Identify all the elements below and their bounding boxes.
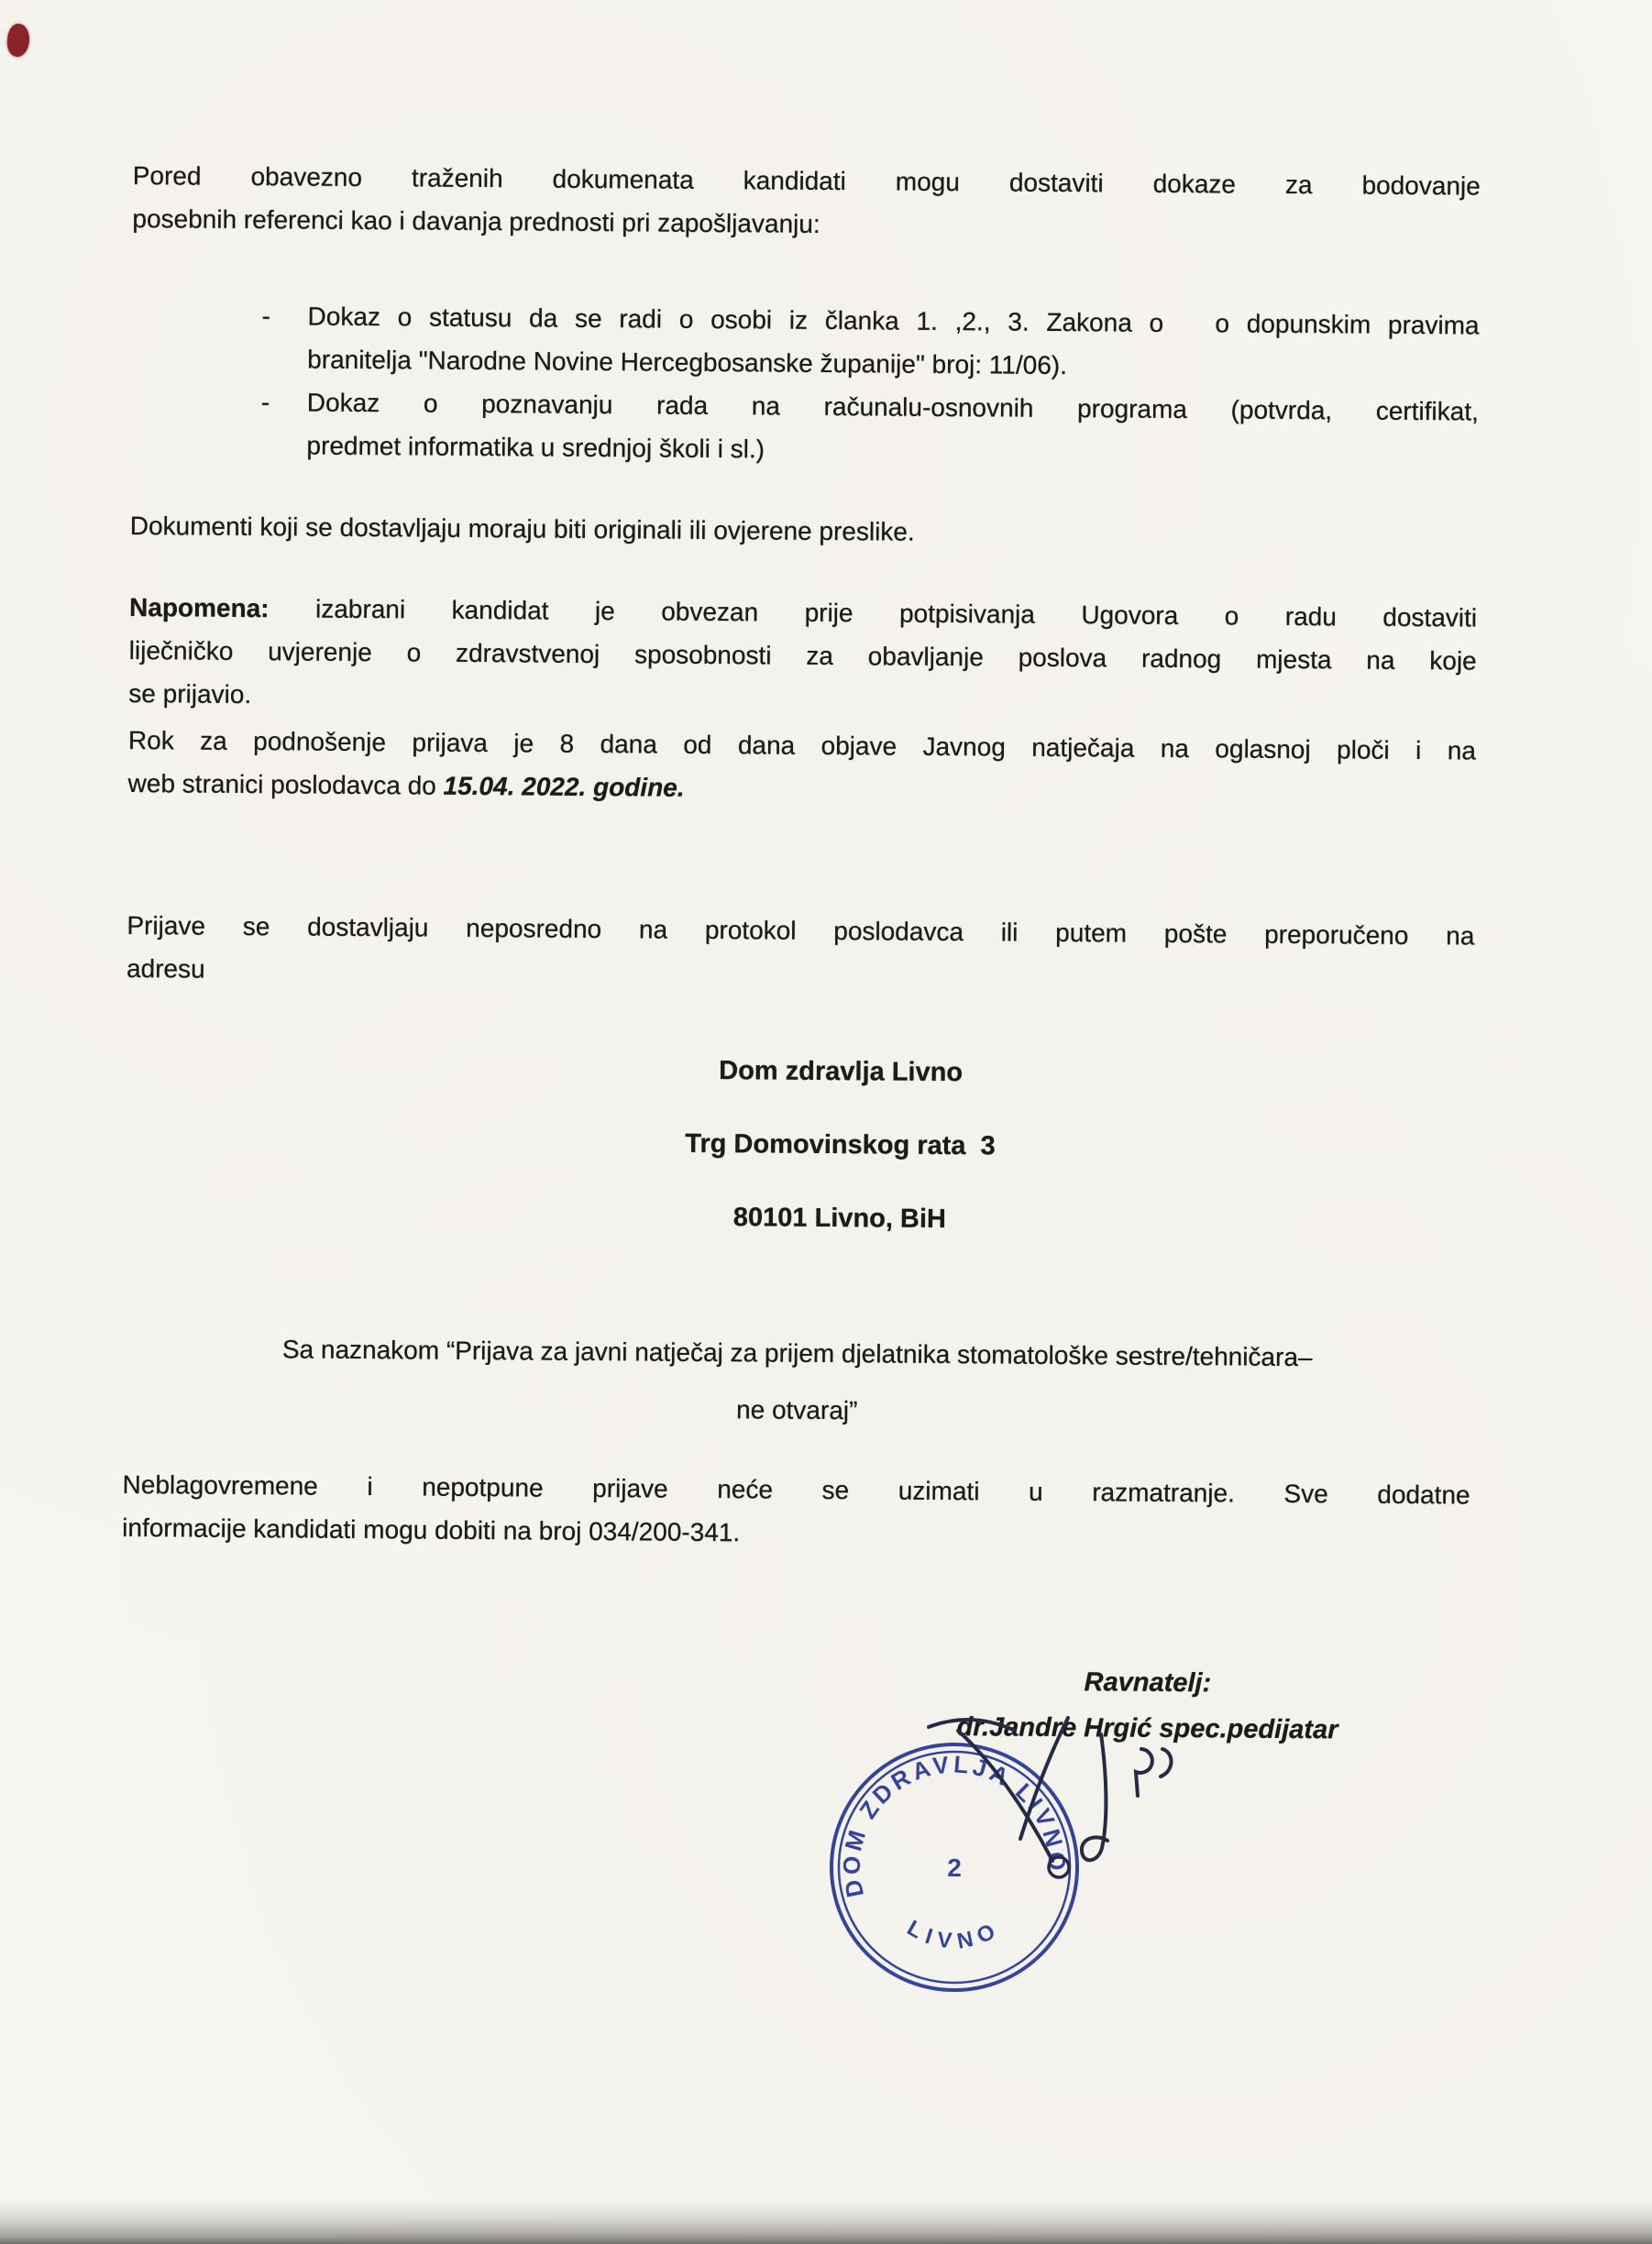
note-paragraph	[128, 586, 1477, 726]
signature-stroke	[1136, 1749, 1152, 1796]
list-item	[130, 380, 1479, 477]
signature-stroke	[929, 1720, 1015, 1731]
document-content	[120, 154, 1481, 1754]
subject-line: Sa naznakom “Prijava za javni natječaj za prijem djelatnika stomatološke sestre/tehničara–	[281, 1335, 1313, 1372]
text-line: branitelja "Narodne Novine Hercegbosanske županije" broj: 11/06).	[307, 345, 1068, 380]
text-line: posebnih referenci kao i davanja prednosti pri zapošljavanju:	[132, 204, 820, 238]
note-text: izabrani kandidat je obvezan prije potpisivanja Ugovora o radu dostaviti	[269, 594, 1478, 632]
scan-artifact-red-mark	[6, 23, 31, 59]
text-line: Prijave se dostavljaju neposredno na protokol poslodavca ili putem pošte preporučeno na	[127, 910, 1475, 951]
text-line: se prijavio.	[128, 678, 252, 710]
handwritten-signature	[921, 1685, 1196, 1896]
text-line: liječničko uvjerenje o zdravstvenoj sposobnosti za obavljanje poslova radnog mjesta na koje	[128, 635, 1477, 676]
originals-paragraph	[130, 504, 1478, 558]
text-line: Pored obavezno traženih dokumenata kandidati mogu dostaviti dokaze za bodovanje	[132, 160, 1481, 201]
signature-title: Ravnatelj:	[1084, 1667, 1212, 1699]
note-label: Napomena:	[128, 592, 270, 623]
closing-paragraph	[122, 1463, 1470, 1560]
address-line: 80101 Livno, BiH	[732, 1203, 947, 1235]
signature-stroke	[958, 1731, 1052, 1861]
text-line: Dokumenti koji se dostavljaju moraju biti originali ili ovjerene preslike.	[129, 511, 915, 546]
intro-paragraph	[132, 154, 1481, 251]
text-line: Neblagovremene i nepotpune prijave neće se uzimati u razmatranje. Sve dodatne	[122, 1469, 1470, 1510]
text-line: predmet informatika u srednjoj školi i sl.)	[306, 431, 765, 464]
scan-edge-shadow	[0, 2200, 1652, 2244]
text-line: informacije kandidati mogu dobiti na broj 034/200-341.	[122, 1512, 741, 1547]
text-line: Dokaz o statusu da se radi o osobi iz članka 1. ,2., 3. Zakona o o dopunskim pravima	[307, 302, 1480, 340]
text-line: Dokaz o poznavanju rada na računalu-osnovnih programa (potvrda, certifikat,	[306, 388, 1479, 426]
signature-name: dr.Jandre Hrgić spec.pedijatar	[956, 1712, 1338, 1745]
text-line: Rok za podnošenje prijava je 8 dana od dana objave Javnog natječaja na oglasnoj ploči i na	[127, 725, 1477, 765]
signature-stroke	[1049, 1857, 1069, 1877]
delivery-paragraph	[127, 904, 1475, 1001]
text-line: adresu	[126, 953, 205, 984]
stamp-center-number: 2	[947, 1854, 962, 1882]
deadline-date: 15.04. 2022. godine.	[443, 771, 685, 802]
bullet-dash: -	[261, 302, 271, 331]
deadline-text: web stranici poslodavca do	[127, 768, 444, 800]
list-item	[131, 293, 1480, 390]
subject-block	[123, 1326, 1471, 1437]
bullet-list	[130, 293, 1479, 477]
deadline-paragraph	[127, 719, 1476, 816]
address-line: Dom zdravlja Livno	[719, 1056, 964, 1088]
stamp-top-text: DOM ZDRAVLJA LIVNO	[837, 1750, 1072, 1900]
signature-stroke	[1020, 1718, 1068, 1839]
svg-text:LIVNO	[903, 1916, 1006, 1954]
signature-stroke	[1161, 1749, 1172, 1776]
subject-line: ne otvaraj”	[735, 1395, 858, 1425]
address-line: Trg Domovinskog rata 3	[685, 1128, 996, 1161]
signature-stroke	[1082, 1734, 1107, 1860]
address-block	[166, 1045, 1515, 1246]
stamp-bottom-text: LIVNO	[902, 1915, 1007, 1954]
bullet-dash: -	[260, 388, 270, 417]
